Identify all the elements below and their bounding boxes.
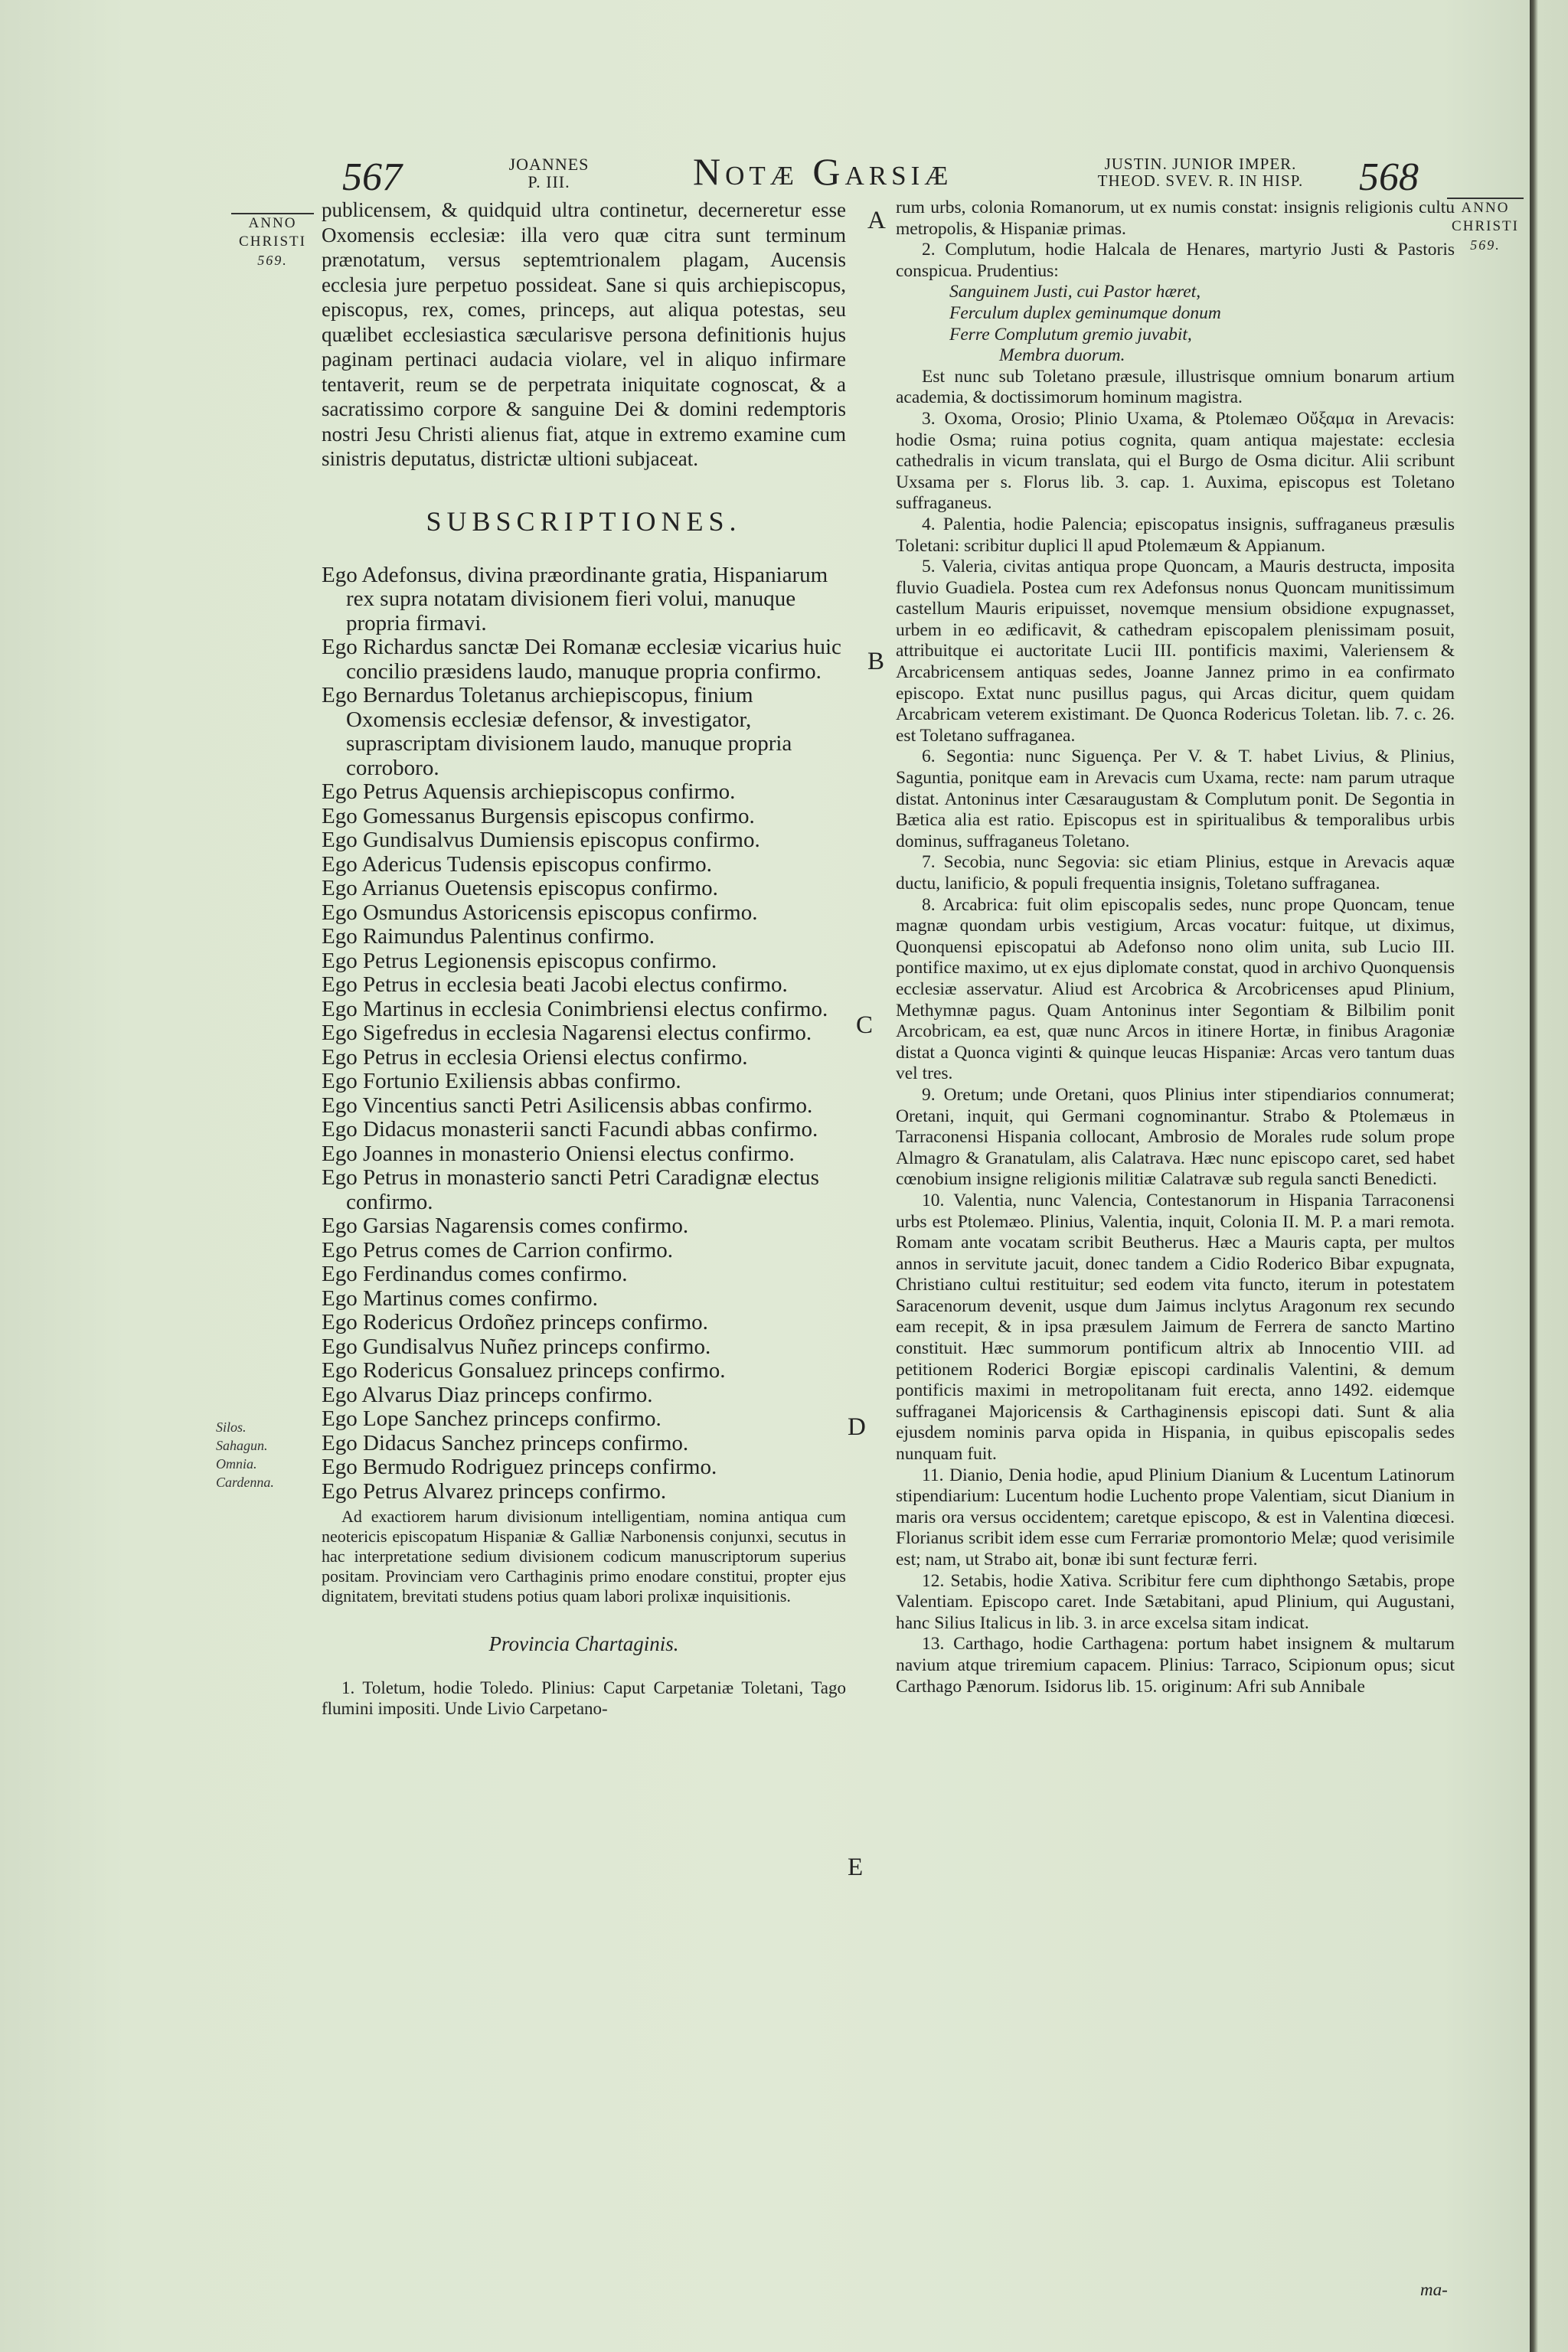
signature-line: Ego Lope Sanchez princeps confirmo.: [322, 1406, 662, 1431]
joannes-line1: JOANNES: [508, 155, 590, 174]
paragraph-arcabrica: 8. Arcabrica: fuit olim episcopalis sedes, nunc prope Quoncam, tenue magnæ quondam urbis vestigium, Arcas vocatur: fuitque, ut diximus, Quonquensi episcopatui ab Adefonso nono olim unita, sub Lucio III. pontifice maximo, ut ex ejus diplomate constat, quod in archivo Quonquensis ecclesiæ asservatur. Aliud est Arcobrica & Arcobricenses apud Plinium, Methymnæ pagus. Quam Antoninus inter Segontiam & Bilbilim ponit Arcobricam, ea est, quæ nunc Arcos in itinere Hortæ, in finibus Aragoniæ distat a Quonca viginti & quinque leucas Hispaniæ: Arcas vero tantum duas vel tres.: [896, 894, 1455, 1084]
signature-line: Ego Joannes in monasterio Oniensi electus confirmo.: [322, 1141, 795, 1166]
signature-line: Ego Didacus monasterii sancti Facundi abbas confirmo.: [322, 1117, 818, 1142]
signature-line: Ego Petrus Aquensis archiepiscopus confirmo.: [322, 779, 736, 804]
signature-list: [322, 564, 846, 1504]
verse-line: Sanguinem Justi, cui Pastor hæret,: [949, 282, 1201, 302]
anno-year: 569.: [1470, 237, 1501, 253]
paragraph-secobia: 7. Secobia, nunc Segovia: sic etiam Plinius, estque in Arevacis aquæ ductu, lanificio, & populi frequentia insignis, Toletano suffraganea.: [896, 852, 1455, 893]
signature-line: Ego Adericus Tudensis episcopus confirmo.: [322, 851, 712, 877]
signature-line: Ego Martinus comes confirmo.: [322, 1285, 598, 1311]
paragraph-oretum: 9. Oretum; unde Oretani, quos Plinius inter stipendiarios connumerat; Oretani, inquit, qui Germani cognominantur. Strabo & Ptolemæus in Tarraconensi Hispania collocant, Ambrosio de Morales rude solum prope Almagro & Granatulam, alis Calatrava. Hæc nunc episcopo caret, sed habet cœnobium insigne religionis militiæ Calatravæ sub regula sancti Benedicti.: [896, 1084, 1455, 1190]
running-title: Notæ Garsiæ: [693, 150, 953, 193]
signature-line: Ego Adefonsus, divina præordinante gratia, Hispaniarum rex supra notatam divisionem fieri volui, manuque propria firmavi.: [322, 562, 828, 635]
signature-line: Ego Bermudo Rodriguez princeps confirmo.: [322, 1455, 717, 1479]
signature-line: Ego Osmundus Astoricensis episcopus confirmo.: [322, 900, 758, 925]
side-note-line: Cardenna.: [216, 1475, 274, 1490]
section-marker-a: A: [867, 207, 886, 234]
left-column: [322, 198, 846, 1719]
christi-label: CHRISTI: [1452, 218, 1519, 234]
section-marker-c: C: [856, 1011, 874, 1039]
signature-line: Ego Petrus Alvarez princeps confirmo.: [322, 1478, 667, 1504]
province-heading: Provincia Chartaginis.: [488, 1632, 679, 1655]
signature-line: Ego Vincentius sancti Petri Asilicensis abbas confirmo.: [322, 1093, 813, 1118]
section-marker-d: D: [848, 1413, 866, 1441]
toletum-paragraph: 1. Toletum, hodie Toledo. Plinius: Caput Carpetaniæ Toletani, Tago flumini impositi. Unde Livio Carpetano-: [322, 1678, 846, 1718]
signature-line: Ego Petrus in ecclesia Oriensi electus confirmo.: [322, 1044, 748, 1070]
anno-year: 569.: [257, 253, 288, 268]
running-head-justin: [1086, 155, 1315, 189]
signature-line: Ego Richardus sanctæ Dei Romanæ ecclesiæ vicarius huic concilio præsidens laudo, manuque propria confirmo.: [322, 635, 841, 684]
side-note-line: Silos.: [216, 1419, 247, 1435]
opening-paragraph: publicensem, & quidquid ultra continetur, decerneretur esse Oxomensis ecclesiæ: illa vero quæ citra sunt terminum prænotatum, versus septemtrionalem plagam, Aucensis ecclesia jure perpetuo possideat. Sane si quis archiepiscopus, episcopus, rex, comes, princeps, aut aliqua potestas, seu quælibet ecclesiastica sæcularisve persona definitionis hujus paginam pertinaci audacia violare, vel in aliquo infirmare tentaverit, reum se de perpetrata iniquitate cognoscat, & a sacratissimo corpore & sanguine Dei & domini redemptoris nostri Jesu Christi alienus fiat, atque in extremo examine cum sinistris deputatus, districtæ ultioni subjaceat.: [322, 198, 846, 470]
signature-line: Ego Petrus comes de Carrion confirmo.: [322, 1237, 674, 1263]
verse-line: Ferculum duplex geminumque donum: [949, 302, 1221, 323]
paragraph-dianio: 11. Dianio, Denia hodie, apud Plinium Dianium & Lucentum Latinorum stipendiarium: Lucentum hodie Luchento prope Valentiam, sicut Dianium in maris ora versus occidentem; caretque episcopo, & est in Valentina diœcesi. Florianus scribit idem esse cum Ferrariæ promontorio Melæ; quod verisimile est; nam, ut Strabo ait, bonæ ibi sunt fecturæ ferri.: [896, 1465, 1455, 1570]
next-page-edge: [1530, 0, 1568, 2352]
section-marker-b: B: [867, 648, 885, 675]
signature-line: Ego Bernardus Toletanus archiepiscopus, finium Oxomensis ecclesiæ defensor, & investigator, suprascriptam divisionem laudo, manuque propria corroboro.: [322, 683, 792, 780]
justin-line1: JUSTIN. JUNIOR IMPER.: [1104, 155, 1297, 173]
running-head-joannes: [499, 155, 599, 191]
signature-line: Ego Gomessanus Burgensis episcopus confirmo.: [322, 803, 755, 828]
anno-christi-left: [231, 213, 314, 270]
signature-line: Ego Sigefredus in ecclesia Nagarensi electus confirmo.: [322, 1021, 812, 1045]
signature-line: Ego Ferdinandus comes confirmo.: [322, 1262, 628, 1286]
signature-line: Ego Rodericus Ordoñez princeps confirmo.: [322, 1310, 708, 1334]
paragraph-setabis: 12. Setabis, hodie Xativa. Scribitur fere cum diphthongo Sætabis, prope Valentiam. Episcopo caret. Inde Sætabitani, apud Plinium, qui Augustani, hanc Silius Italicus in lib. 3. in arce excelsa sitam indicat.: [896, 1570, 1455, 1633]
page-number-left: 567: [342, 155, 402, 199]
note-paragraph: Ad exactiorem harum divisionum intelligentiam, nomina antiqua cum neotericis episcopatum Hispaniæ & Galliæ Narbonensis conjunxi, secutus in hac interpretatione sedium divisionem codicum manuscriptorum superius positam. Provinciam vero Carthaginis primo enodare constitui, propter ejus dignitatem, brevitati studens potius quam labori prolixæ inquisitionis.: [322, 1507, 846, 1606]
paragraph-carthago: 13. Carthago, hodie Carthagena: portum habet insignem & multarum navium atque triremium capacem. Plinius: Tarraco, Scipionum opus; sicut Carthago Pænorum. Isidorus lib. 15. originum: Afri sub Annibale: [896, 1634, 1455, 1697]
side-note-line: Sahagun.: [216, 1438, 268, 1453]
paragraph-complutum-continued: Est nunc sub Toletano præsule, illustrisque omnium bonarum artium academia, & doctissimorum hominum magistra.: [896, 366, 1455, 408]
subscriptions-heading: SUBSCRIPTIONES.: [426, 505, 742, 537]
justin-line2: THEOD. SVEV. R. IN HISP.: [1097, 172, 1304, 191]
paragraph-complutum: 2. Complutum, hodie Halcala de Henares, martyrio Justi & Pastoris conspicua. Prudentius:: [896, 240, 1455, 281]
paragraph-segontia: 6. Segontia: nunc Siguença. Per V. & T. habet Livius, & Plinius, Saguntia, ponitque eam in Arevacis cum Uxama, recte: nam parum utraque distat. Antoninus inter Cæsaraugustam & Complutum ponit. De Segontia in Bætica alia est ratio. Episcopus est in spiritualibus & temporalibus urbis dominus, suffraganeus Toletano.: [896, 746, 1455, 851]
signature-line: Ego Alvarus Diaz princeps confirmo.: [322, 1382, 653, 1407]
signature-line: Ego Petrus Legionensis episcopus confirmo.: [322, 948, 717, 973]
verse-line: Membra duorum.: [999, 345, 1125, 366]
paragraph-palentia: 4. Palentia, hodie Palencia; episcopatus insignis, suffraganeus præsulis Toletani: scribitur duplici ll apud Ptolemæum & Appianum.: [896, 514, 1455, 556]
signature-line: Ego Gundisalvus Nuñez princeps confirmo.: [322, 1334, 711, 1359]
christi-label: CHRISTI: [239, 234, 306, 250]
right-column: [896, 198, 1455, 1697]
signature-line: Ego Martinus in ecclesia Conimbriensi electus confirmo.: [322, 996, 828, 1021]
paragraph-oxoma: 3. Oxoma, Orosio; Plinio Uxama, & Ptolemæo Οὔξαμα in Arevacis: hodie Osma; ruina potius cognita, quam antiqua majestate: ecclesia cathedralis in vicum translata, qui el Burgo de Osma dicitur. Alii scribunt Uxsama per s. Florus lib. 3. cap. 1. Auxima, episcopus est Toletano suffraganeus.: [896, 408, 1455, 514]
paragraph-valeria: 5. Valeria, civitas antiqua prope Quoncam, a Mauris destructa, imposita fluvio Guadiela. Postea cum rex Adefonsus nonus Quoncam munitissimum castellum Mauris eripuisset, novemque mensium obsidione expugnasset, urbem in eo ædificavit, & cathedram episcopalem plenissimam posuit, attribuitque ei auctoritate Lucii III. pontificis maximi, Valeriensem & Arcabricensem antiquas sedes, Joanne Jannez primo in ea confirmato episcopo. Extat nunc pusillus pagus, qui Arcas dicitur, quem quidam Arcabricam veterem existimant. De Quonca Rodericus Toletan. lib. 7. c. 26. est Toletano suffraganea.: [896, 557, 1455, 746]
signature-line: Ego Petrus in monasterio sancti Petri Caradignæ electus confirmo.: [322, 1165, 819, 1214]
signature-line: Ego Didacus Sanchez princeps confirmo.: [322, 1430, 689, 1455]
page-number-right: 568: [1359, 155, 1419, 199]
signature-line: Ego Gundisalvus Dumiensis episcopus confirmo.: [322, 828, 760, 852]
paragraph-valentia: 10. Valentia, nunc Valencia, Contestanorum in Hispania Tarraconensi urbs est Ptolemæo. Plinius, Valentia, inquit, Colonia II. M. P. a mari remota. Romam ante vocatam scribit Beutherus. Hæc a Mauris capta, per multos annos in servitute jacuit, donec tandem a Cidio Roderico Bibar expugnata, Christiano cultui restituitur; sed eodem vita functo, iterum in potestatem Saracenorum devenit, usque dum Jaimus inclytus Aragonum rex secundo eam recepit, & in ipsa præsulem Jaimum de Ferrera de sancto Martino constituit. Hæc summorum pontificum altrix ab Innocentio VIII. ad petitionem Roderici Borgiæ episcopi cardinalis Valentini, & demum pontificis maximi in metropolitanam fuit erecta, anno 1492. eidemque suffraganei Majoricensis & Carthaginensis episcopi dati. Sunt & alia ejusdem nominis parva opida in Hispania, in quibus episcopalis sedes nunquam fuit.: [896, 1190, 1455, 1465]
section-marker-e: E: [848, 1854, 864, 1881]
paragraph-carthago-intro: rum urbs, colonia Romanorum, ut ex numis constat: insignis religionis cultu metropolis, & Hispaniæ primas.: [896, 198, 1455, 239]
signature-line: Ego Rodericus Gonsaluez princeps confirmo.: [322, 1358, 726, 1383]
signature-line: Ego Arrianus Ouetensis episcopus confirmo.: [322, 876, 718, 900]
anno-label: ANNO: [248, 215, 297, 231]
signature-line: Ego Fortunio Exiliensis abbas confirmo.: [322, 1069, 681, 1093]
anno-christi-right: [1447, 198, 1524, 254]
anno-label: ANNO: [1461, 200, 1510, 216]
joannes-line2: P. III.: [528, 172, 570, 192]
signature-line: Ego Petrus in ecclesia beati Jacobi electus confirmo.: [322, 972, 788, 997]
side-note: [216, 1418, 274, 1491]
verse-line: Ferre Complutum gremio juvabit,: [949, 324, 1192, 345]
catchword: ma-: [1420, 2280, 1448, 2299]
signature-line: Ego Raimundus Palentinus confirmo.: [322, 924, 655, 949]
signature-line: Ego Garsias Nagarensis comes confirmo.: [322, 1214, 689, 1238]
side-note-line: Omnia.: [216, 1456, 257, 1472]
